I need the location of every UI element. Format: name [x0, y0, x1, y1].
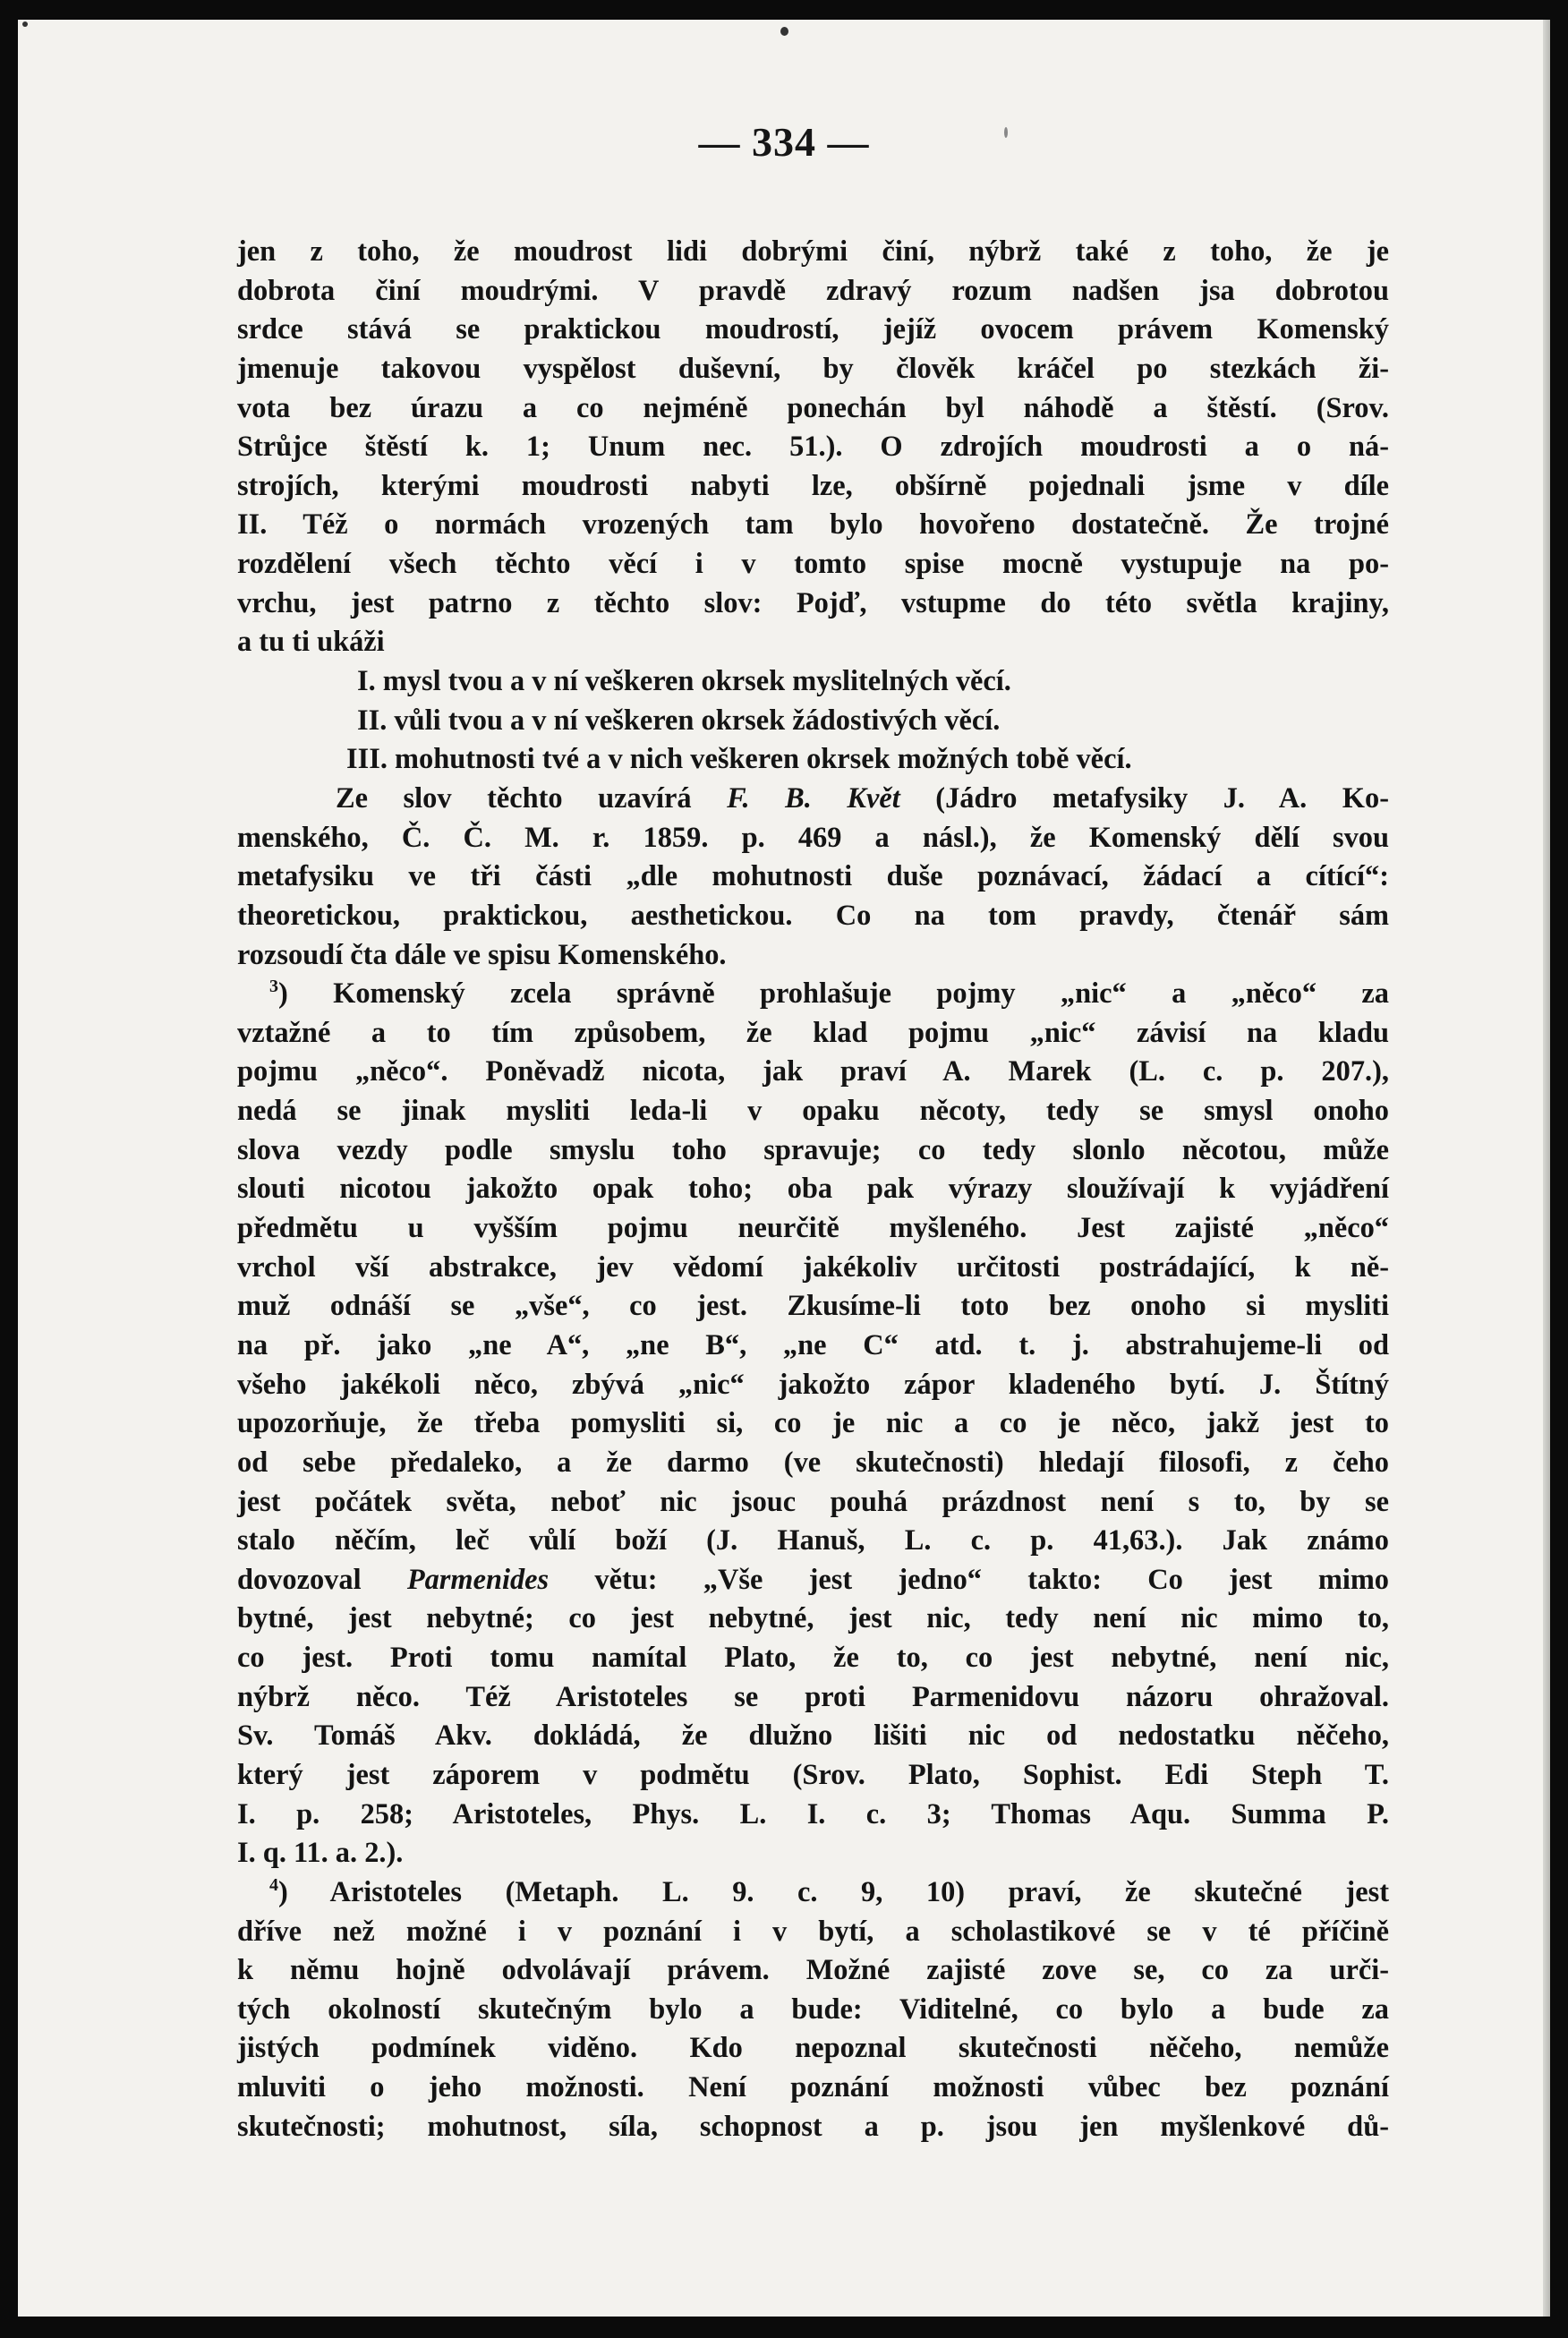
text-line: Sv. Tomáš Akv. dokládá, že dlužno lišiti nic od nedostatku něčeho,: [237, 1719, 1389, 1753]
text-line: menského, Č. Č. M. r. 1859. p. 469 a násl.), že Komenský dělí svou: [237, 821, 1389, 854]
footnote-start: [237, 975, 1389, 1014]
text-line: rozdělení všech těchto věcí i v tomto spise mocně vystupuje na po-: [237, 548, 1389, 581]
scanned-page: [18, 20, 1550, 2317]
text-line: rozsoudí čta dále ve spisu Komenského.: [237, 938, 727, 971]
text-line: vrchu, jest patrno z těchto slov: Pojď, vstupme do této světla krajiny,: [237, 586, 1389, 619]
text-line: metafysiku ve tři části „dle mohutnosti duše poznávací, žádací a cítící“:: [237, 860, 1389, 893]
text-segment: ) Aristoteles (Metaph. L. 9. c. 9, 10) praví, že skutečné jest: [278, 1875, 1389, 1908]
text-line: nedá se jinak mysliti leda-li v opaku něcoty, tedy se smysl onoho: [237, 1095, 1389, 1128]
ink-speck: [780, 27, 788, 36]
text-line: k němu hojně odvolávají právem. Možné zajisté zove se, co za urči-: [237, 1954, 1389, 1987]
text-segment: dovozoval: [237, 1563, 407, 1596]
text-line: Strůjce štěstí k. 1; Unum nec. 51.). O zdrojích moudrosti a o ná-: [237, 431, 1389, 464]
text-segment: (Jádro metafysiky J. A. Ko-: [899, 781, 1389, 815]
text-line: stalo něčím, leč vůlí boží (J. Hanuš, L. c. p. 41,63.). Jak známo: [237, 1524, 1389, 1557]
text-line: nýbrž něco. Též Aristoteles se proti Parmenidovu názoru ohražoval.: [237, 1680, 1389, 1713]
text-line: vrchol vší abstrakce, jev vědomí jakékoliv určitosti postrádající, k ně-: [237, 1250, 1389, 1284]
text-line: předmětu u vyšším pojmu neurčitě myšleného. Jest zajisté „něco“: [237, 1212, 1389, 1245]
text-line: muž odnáší se „vše“, co jest. Zkusíme-li toto bez onoho si mysliti: [237, 1290, 1389, 1323]
text-line: a tu ti ukáži: [237, 626, 385, 659]
text-segment: ) Komenský zcela správně prohlašuje pojmy „nic“ a „něco“ za: [278, 977, 1389, 1011]
text-line: pojmu „něco“. Poněvadž nicota, jak praví A. Marek (L. c. p. 207.),: [237, 1055, 1389, 1088]
text-line: mluviti o jeho možnosti. Není poznání možnosti vůbec bez poznání: [237, 2071, 1389, 2104]
footnote-marker: 4: [269, 1874, 278, 1895]
list-item: III. mohutnosti tvé a v nich veškeren okrsek možných tobě věcí.: [346, 743, 1132, 776]
text-line: jmenuje takovou vyspělost duševní, by člověk kráčel po stezkách ži-: [237, 352, 1389, 385]
text-line: dobrota činí moudrými. V pravdě zdravý rozum nadšen jsa dobrotou: [237, 274, 1389, 307]
text-line: [237, 1561, 1389, 1600]
text-line: slouti nicotou jakožto opak toho; oba pak výrazy sloužívají k vyjádření: [237, 1173, 1389, 1206]
text-line: I. q. 11. a. 2.).: [237, 1837, 404, 1870]
list-item: II. vůli tvou a v ní veškeren okrsek žádostivých věcí.: [357, 704, 1001, 737]
text-segment: Ze slov těchto uzavírá: [336, 781, 728, 815]
text-line: tých okolností skutečným bylo a bude: Viditelné, co bylo a bude za: [237, 1992, 1389, 2026]
text-line: [237, 780, 1389, 819]
text-line: vztažné a to tím způsobem, že klad pojmu „nic“ závisí na kladu: [237, 1016, 1389, 1049]
text-line: dříve než možné i v poznání i v bytí, a scholastikové se v té příčině: [237, 1915, 1389, 1948]
text-line: strojích, kterými moudrosti nabyti lze, obšírně pojednali jsme v díle: [237, 469, 1389, 502]
author-name: F. B. Květ: [727, 781, 900, 815]
text-line: co jest. Proti tomu namítal Plato, že to, co jest nebytné, není nic,: [237, 1642, 1389, 1675]
text-line: na př. jako „ne A“, „ne B“, „ne C“ atd. t. j. abstrahujeme-li od: [237, 1328, 1389, 1361]
footnote-start: [237, 1873, 1389, 1913]
ink-speck: [22, 21, 28, 27]
page-edge-shadow: [1543, 20, 1550, 2317]
text-line: který jest záporem v podmětu (Srov. Plato, Sophist. Edi Steph T.: [237, 1758, 1389, 1791]
list-item: I. mysl tvou a v ní veškeren okrsek myslitelných věcí.: [357, 665, 1011, 698]
text-line: vota bez úrazu a co nejméně ponechán byl náhodě a štěstí. (Srov.: [237, 391, 1389, 424]
text-line: I. p. 258; Aristoteles, Phys. L. I. c. 3; Thomas Aqu. Summa P.: [237, 1797, 1389, 1830]
text-line: všeho jakékoli něco, zbývá „nic“ jakožto zápor kladeného bytí. J. Štítný: [237, 1368, 1389, 1401]
text-line: bytné, jest nebytné; co jest nebytné, jest nic, tedy není nic mimo to,: [237, 1602, 1389, 1635]
text-line: slova vezdy podle smyslu toho spravuje; co tedy slonlo něcotou, může: [237, 1133, 1389, 1166]
text-line: jen z toho, že moudrost lidi dobrými činí, nýbrž také z toho, že je: [237, 235, 1389, 268]
text-line: skutečnosti; mohutnost, síla, schopnost a p. jsou jen myšlenkové dů-: [237, 2110, 1389, 2143]
text-line: srdce stává se praktickou moudrostí, jejíž ovocem právem Komenský: [237, 313, 1389, 346]
author-name: Parmenides: [406, 1563, 550, 1596]
text-segment: větu: „Vše jest jedno“ takto: Co jest mimo: [549, 1563, 1389, 1596]
text-line: II. Též o normách vrozených tam bylo hovořeno dostatečně. Že trojné: [237, 508, 1389, 542]
body-text: [237, 233, 1389, 2146]
text-line: jistých podmínek viděno. Kdo nepoznal skutečnosti něčeho, nemůže: [237, 2032, 1389, 2065]
text-line: theoretickou, praktickou, aesthetickou. Co na tom pravdy, čtenář sám: [237, 899, 1389, 932]
text-line: jest počátek světa, neboť nic jsouc pouhá prázdnost není s to, by se: [237, 1485, 1389, 1518]
page-number: — 334 —: [698, 119, 870, 165]
text-line: upozorňuje, že třeba pomysliti si, co je nic a co je něco, jakž jest to: [237, 1407, 1389, 1440]
footnote-marker: 3: [269, 977, 278, 997]
text-line: od sebe předaleko, a že darmo (ve skutečnosti) hledají filosofi, z čeho: [237, 1446, 1389, 1479]
